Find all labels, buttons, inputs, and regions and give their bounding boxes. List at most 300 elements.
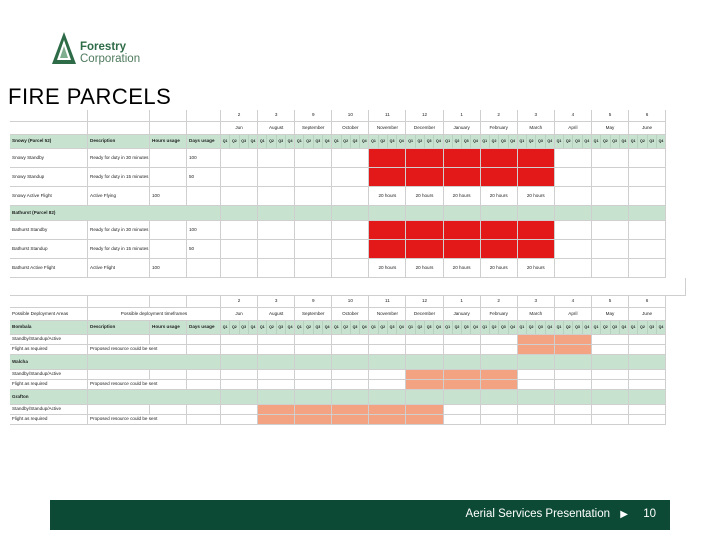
month-cell bbox=[406, 390, 443, 405]
month-cell bbox=[258, 405, 295, 415]
quarter-label: Q2 bbox=[564, 135, 573, 148]
month-cell: 20 hours bbox=[369, 259, 406, 278]
month-cell bbox=[369, 370, 406, 380]
month-name: December bbox=[406, 122, 443, 135]
month-cell bbox=[332, 335, 369, 345]
month-cell bbox=[369, 335, 406, 345]
row-days bbox=[187, 259, 221, 278]
month-cell bbox=[221, 355, 258, 370]
month-cell bbox=[518, 390, 555, 405]
month-name: April bbox=[555, 308, 592, 321]
table-cell: Days usage bbox=[187, 321, 221, 335]
month-cell bbox=[555, 370, 592, 380]
month-number: 9 bbox=[295, 296, 332, 308]
month-cell bbox=[592, 390, 629, 405]
row-description: Active Flying bbox=[88, 187, 150, 206]
quarter-label: Q1 bbox=[406, 321, 415, 334]
month-cell bbox=[406, 335, 443, 345]
month-cell bbox=[221, 221, 258, 240]
quarter-label: Q4 bbox=[658, 138, 664, 143]
tree-logo-icon bbox=[50, 30, 78, 68]
table-row bbox=[10, 259, 686, 278]
section-title-row bbox=[10, 308, 686, 321]
month-cell bbox=[592, 335, 629, 345]
month-name: February bbox=[481, 122, 518, 135]
month-cell bbox=[258, 168, 295, 187]
month-cell bbox=[258, 149, 295, 168]
month-name: May bbox=[592, 122, 629, 135]
quarter-label: Q3 bbox=[499, 321, 508, 334]
triangle-right-icon: ▶ bbox=[620, 509, 628, 520]
quarter-label: Q2 bbox=[304, 321, 313, 334]
row-hours: 100 bbox=[150, 259, 187, 278]
quarter-label: Q1 bbox=[481, 321, 490, 334]
month-cell bbox=[555, 187, 592, 206]
quarter-label: Q2 bbox=[490, 321, 499, 334]
month-cell: 20 hours bbox=[369, 187, 406, 206]
quarter-label: Q4 bbox=[287, 324, 293, 329]
month-number: 10 bbox=[332, 110, 369, 122]
table-cell bbox=[10, 296, 88, 308]
section-note: Possible deployment timeframes bbox=[88, 308, 221, 321]
table-row bbox=[10, 240, 686, 259]
month-number: 2 bbox=[481, 110, 518, 122]
quarter-label: Q1 bbox=[369, 321, 378, 334]
month-cell bbox=[221, 240, 258, 259]
group-header-row bbox=[10, 390, 686, 405]
quarter-label: Q1 bbox=[592, 135, 601, 148]
month-cell bbox=[444, 390, 481, 405]
month-cell bbox=[295, 405, 332, 415]
quarter-label: Q3 bbox=[499, 135, 508, 148]
month-number: 6 bbox=[629, 296, 666, 308]
month-number: 3 bbox=[518, 296, 555, 308]
table-row bbox=[10, 221, 686, 240]
quarter-label: Q1 bbox=[221, 321, 230, 334]
month-cell bbox=[518, 221, 555, 240]
quarter-label: Q2 bbox=[564, 321, 573, 334]
quarter-label: Q4 bbox=[436, 324, 441, 329]
quarter-group bbox=[629, 321, 666, 335]
footer-label: Aerial Services Presentation bbox=[465, 508, 610, 520]
quarter-label: Q4 bbox=[324, 138, 330, 143]
month-cell bbox=[518, 370, 555, 380]
quarter-label: Q1 bbox=[555, 321, 564, 334]
month-name: May bbox=[592, 308, 629, 321]
month-cell bbox=[369, 240, 406, 259]
table-cell bbox=[88, 110, 150, 122]
quarter-label: Q1 bbox=[518, 321, 527, 334]
month-cell bbox=[258, 187, 295, 206]
month-cell bbox=[555, 335, 592, 345]
group-header-row bbox=[10, 355, 686, 370]
quarter-label: Q3 bbox=[536, 321, 545, 334]
quarter-label: Q4 bbox=[584, 324, 590, 329]
month-cell bbox=[258, 345, 295, 355]
table-cell bbox=[187, 296, 221, 308]
quarter-label: Q4 bbox=[361, 138, 367, 143]
quarter-label: Q4 bbox=[287, 138, 293, 143]
quarter-label: Q1 bbox=[258, 135, 267, 148]
group-name: Grafton bbox=[10, 390, 88, 405]
table-cell bbox=[187, 415, 221, 425]
quarter-group bbox=[406, 321, 443, 335]
row-hours bbox=[150, 240, 187, 259]
quarter-label: Q1 bbox=[295, 135, 304, 148]
quarter-label: Q3 bbox=[240, 135, 249, 148]
quarter-label: Q1 bbox=[332, 135, 341, 148]
month-number: 3 bbox=[258, 110, 295, 122]
month-cell bbox=[332, 380, 369, 390]
quarter-label: Q2 bbox=[490, 135, 499, 148]
month-cell bbox=[629, 187, 666, 206]
month-cell bbox=[629, 390, 666, 405]
month-cell bbox=[444, 405, 481, 415]
month-number: 9 bbox=[295, 110, 332, 122]
quarter-label: Q2 bbox=[342, 321, 351, 334]
row-name: Snowy Standup bbox=[10, 168, 88, 187]
group-row bbox=[10, 415, 686, 425]
month-cell bbox=[221, 187, 258, 206]
month-cell bbox=[295, 259, 332, 278]
month-cell bbox=[481, 390, 518, 405]
month-cell bbox=[629, 240, 666, 259]
month-cell: 20 hours bbox=[481, 187, 518, 206]
quarter-label: Q3 bbox=[462, 135, 471, 148]
month-cell bbox=[221, 370, 258, 380]
quarter-group bbox=[258, 135, 295, 149]
month-cell bbox=[369, 380, 406, 390]
month-cell bbox=[221, 259, 258, 278]
table-cell bbox=[187, 122, 221, 135]
month-name: June bbox=[629, 122, 666, 135]
quarter-label: Q3 bbox=[277, 135, 286, 148]
month-name: June bbox=[629, 308, 666, 321]
month-cell bbox=[555, 149, 592, 168]
month-cell bbox=[332, 259, 369, 278]
month-cell bbox=[258, 259, 295, 278]
month-cell bbox=[406, 380, 443, 390]
month-cell bbox=[332, 149, 369, 168]
table-cell: Description bbox=[88, 135, 150, 149]
month-cell bbox=[406, 415, 443, 425]
quarter-label: Q3 bbox=[425, 321, 434, 334]
month-cell bbox=[481, 355, 518, 370]
row-days: 100 bbox=[187, 149, 221, 168]
section-header-row bbox=[10, 206, 686, 221]
quarter-group bbox=[369, 135, 406, 149]
quarter-group bbox=[592, 321, 629, 335]
month-cell bbox=[221, 345, 258, 355]
quarter-label: Q1 bbox=[555, 135, 564, 148]
month-cell bbox=[629, 221, 666, 240]
footer-bar bbox=[50, 500, 670, 530]
quarter-group bbox=[629, 135, 666, 149]
group-description: Proposed resource could be sent bbox=[88, 415, 187, 425]
month-cell bbox=[592, 221, 629, 240]
month-cell bbox=[221, 335, 258, 345]
month-cell bbox=[629, 345, 666, 355]
table-cell bbox=[187, 380, 221, 390]
table-cell bbox=[150, 110, 187, 122]
table-row bbox=[10, 168, 686, 187]
month-cell bbox=[481, 168, 518, 187]
month-cell bbox=[555, 345, 592, 355]
month-number: 2 bbox=[481, 296, 518, 308]
month-cell bbox=[592, 415, 629, 425]
month-number: 5 bbox=[592, 110, 629, 122]
quarter-label: Q2 bbox=[342, 135, 351, 148]
table-row bbox=[10, 149, 686, 168]
quarter-label: Q2 bbox=[379, 321, 388, 334]
quarter-label: Q4 bbox=[436, 138, 441, 143]
month-cell bbox=[444, 345, 481, 355]
month-cell bbox=[592, 355, 629, 370]
month-name: February bbox=[481, 308, 518, 321]
quarter-label: Q4 bbox=[361, 324, 367, 329]
quarter-label: Q1 bbox=[295, 321, 304, 334]
month-number: 11 bbox=[369, 296, 406, 308]
month-cell bbox=[295, 345, 332, 355]
table-cell bbox=[187, 345, 221, 355]
month-number: 12 bbox=[406, 110, 443, 122]
month-cell bbox=[444, 370, 481, 380]
logo-line1: Forestry bbox=[80, 41, 127, 53]
month-cell bbox=[258, 221, 295, 240]
month-cell: 20 hours bbox=[518, 187, 555, 206]
month-name: August bbox=[258, 122, 295, 135]
quarter-group bbox=[295, 321, 332, 335]
row-days bbox=[187, 187, 221, 206]
month-cell bbox=[555, 380, 592, 390]
quarter-group bbox=[555, 321, 592, 335]
month-cell bbox=[295, 187, 332, 206]
month-cell bbox=[406, 168, 443, 187]
month-cell bbox=[444, 380, 481, 390]
month-cell bbox=[444, 335, 481, 345]
quarter-label: Q4 bbox=[473, 324, 478, 329]
month-name: April bbox=[555, 122, 592, 135]
month-cell bbox=[444, 240, 481, 259]
month-cell bbox=[629, 415, 666, 425]
month-cell bbox=[406, 370, 443, 380]
row-description: Ready for duty in 30 minutes bbox=[88, 149, 150, 168]
quarter-label: Q3 bbox=[648, 135, 657, 148]
month-cell bbox=[332, 187, 369, 206]
group-row bbox=[10, 380, 686, 390]
quarter-label: Q3 bbox=[573, 321, 582, 334]
month-cell: 20 hours bbox=[444, 187, 481, 206]
table-cell bbox=[88, 370, 150, 380]
month-number: 6 bbox=[629, 110, 666, 122]
quarter-label: Q3 bbox=[536, 135, 545, 148]
quarter-label: Q2 bbox=[601, 321, 610, 334]
row-name: Bathurst Standup bbox=[10, 240, 88, 259]
month-name: March bbox=[518, 122, 555, 135]
month-cell bbox=[332, 240, 369, 259]
quarter-label: Q2 bbox=[267, 135, 276, 148]
group-row bbox=[10, 335, 686, 345]
month-cell bbox=[295, 221, 332, 240]
row-hours bbox=[150, 168, 187, 187]
quarter-label: Q3 bbox=[573, 135, 582, 148]
table-cell bbox=[88, 355, 221, 370]
month-name: September bbox=[295, 308, 332, 321]
month-cell bbox=[258, 380, 295, 390]
logo bbox=[50, 30, 150, 68]
table-cell bbox=[88, 390, 221, 405]
group-line1: Standby/Standup/Active bbox=[10, 370, 88, 380]
group-description: Proposed resource could be sent bbox=[88, 345, 187, 355]
spacer-cell bbox=[10, 278, 686, 296]
month-cell bbox=[481, 405, 518, 415]
row-days: 100 bbox=[187, 221, 221, 240]
month-cell bbox=[369, 390, 406, 405]
month-cell bbox=[295, 168, 332, 187]
month-cell bbox=[406, 240, 443, 259]
group-line1: Standby/Standup/Active bbox=[10, 335, 88, 345]
row-name: Bathurst Standby bbox=[10, 221, 88, 240]
month-cell bbox=[481, 221, 518, 240]
table-cell bbox=[88, 405, 150, 415]
month-cell bbox=[369, 355, 406, 370]
month-cell bbox=[629, 370, 666, 380]
month-cell: 20 hours bbox=[481, 259, 518, 278]
quarter-label: Q3 bbox=[277, 321, 286, 334]
month-number: 5 bbox=[592, 296, 629, 308]
month-cell bbox=[555, 259, 592, 278]
month-number: 3 bbox=[518, 110, 555, 122]
month-cell bbox=[518, 345, 555, 355]
month-cell bbox=[369, 415, 406, 425]
month-cell bbox=[518, 206, 555, 221]
month-name: Jun bbox=[221, 308, 258, 321]
quarter-label: Q4 bbox=[324, 324, 330, 329]
quarter-group bbox=[444, 321, 481, 335]
month-cell bbox=[369, 345, 406, 355]
month-cell bbox=[592, 240, 629, 259]
month-cell bbox=[369, 168, 406, 187]
month-cell bbox=[592, 206, 629, 221]
slide-title: FIRE PARCELS bbox=[8, 84, 172, 109]
month-number-row bbox=[10, 296, 686, 308]
month-cell bbox=[481, 240, 518, 259]
month-cell bbox=[518, 355, 555, 370]
month-cell bbox=[518, 168, 555, 187]
month-cell bbox=[221, 405, 258, 415]
quarter-label: Q3 bbox=[388, 321, 397, 334]
table-cell bbox=[10, 122, 88, 135]
month-cell bbox=[629, 206, 666, 221]
month-cell bbox=[258, 390, 295, 405]
month-cell bbox=[555, 405, 592, 415]
section-header-row bbox=[10, 135, 686, 149]
month-name: November bbox=[369, 308, 406, 321]
group-description: Proposed resource could be sent bbox=[88, 380, 187, 390]
month-cell bbox=[629, 335, 666, 345]
month-cell: 20 hours bbox=[518, 259, 555, 278]
month-cell bbox=[555, 168, 592, 187]
month-cell bbox=[221, 206, 258, 221]
month-cell bbox=[518, 380, 555, 390]
month-cell bbox=[332, 345, 369, 355]
spreadsheet-image bbox=[10, 110, 686, 456]
month-cell bbox=[481, 370, 518, 380]
month-name: October bbox=[332, 122, 369, 135]
month-cell bbox=[629, 259, 666, 278]
quarter-group bbox=[369, 321, 406, 335]
month-cell bbox=[592, 380, 629, 390]
row-description: Ready for duty in 30 minutes bbox=[88, 221, 150, 240]
quarter-label: Q2 bbox=[638, 321, 647, 334]
month-number: 4 bbox=[555, 110, 592, 122]
table-cell: Bombala bbox=[10, 321, 88, 335]
spacer-row bbox=[10, 278, 686, 296]
row-hours: 100 bbox=[150, 187, 187, 206]
table-cell: Hours usage bbox=[150, 135, 187, 149]
quarter-label: Q1 bbox=[481, 135, 490, 148]
month-name-row bbox=[10, 122, 686, 135]
month-cell: 20 hours bbox=[444, 259, 481, 278]
quarter-label: Q3 bbox=[462, 321, 471, 334]
table-cell bbox=[150, 370, 187, 380]
month-cell bbox=[332, 390, 369, 405]
month-cell bbox=[481, 149, 518, 168]
page-number: 10 bbox=[643, 508, 656, 520]
month-cell bbox=[481, 345, 518, 355]
month-cell bbox=[221, 168, 258, 187]
month-cell bbox=[629, 405, 666, 415]
month-cell bbox=[555, 390, 592, 405]
quarter-label: Q3 bbox=[611, 321, 620, 334]
quarter-label: Q4 bbox=[584, 138, 590, 143]
quarter-label: Q3 bbox=[314, 321, 323, 334]
month-cell bbox=[592, 168, 629, 187]
logo-line2: Corporation bbox=[80, 53, 141, 65]
month-cell bbox=[555, 240, 592, 259]
quarter-group bbox=[481, 135, 518, 149]
quarter-group bbox=[332, 135, 369, 149]
month-cell bbox=[258, 415, 295, 425]
table-cell: Description bbox=[88, 321, 150, 335]
quarter-label: Q2 bbox=[304, 135, 313, 148]
quarter-label: Q3 bbox=[425, 135, 434, 148]
month-cell bbox=[369, 221, 406, 240]
quarter-label: Q4 bbox=[250, 324, 256, 329]
month-cell bbox=[518, 335, 555, 345]
month-cell bbox=[481, 335, 518, 345]
quarter-label: Q1 bbox=[221, 135, 230, 148]
quarter-group bbox=[592, 135, 629, 149]
quarter-label: Q4 bbox=[250, 138, 256, 143]
row-description: Active Flight bbox=[88, 259, 150, 278]
table-cell bbox=[187, 370, 221, 380]
month-cell bbox=[518, 415, 555, 425]
quarter-label: Q1 bbox=[258, 321, 267, 334]
group-name: Walcha bbox=[10, 355, 88, 370]
month-cell bbox=[295, 415, 332, 425]
quarter-label: Q1 bbox=[629, 321, 638, 334]
month-number-row bbox=[10, 110, 686, 122]
month-cell bbox=[332, 221, 369, 240]
table-cell bbox=[150, 296, 187, 308]
month-cell bbox=[592, 405, 629, 415]
month-cell bbox=[332, 370, 369, 380]
table-cell bbox=[187, 335, 221, 345]
group-row bbox=[10, 405, 686, 415]
section-title: Bathurst (Parcel 82) bbox=[10, 206, 221, 221]
quarter-label: Q1 bbox=[629, 135, 638, 148]
